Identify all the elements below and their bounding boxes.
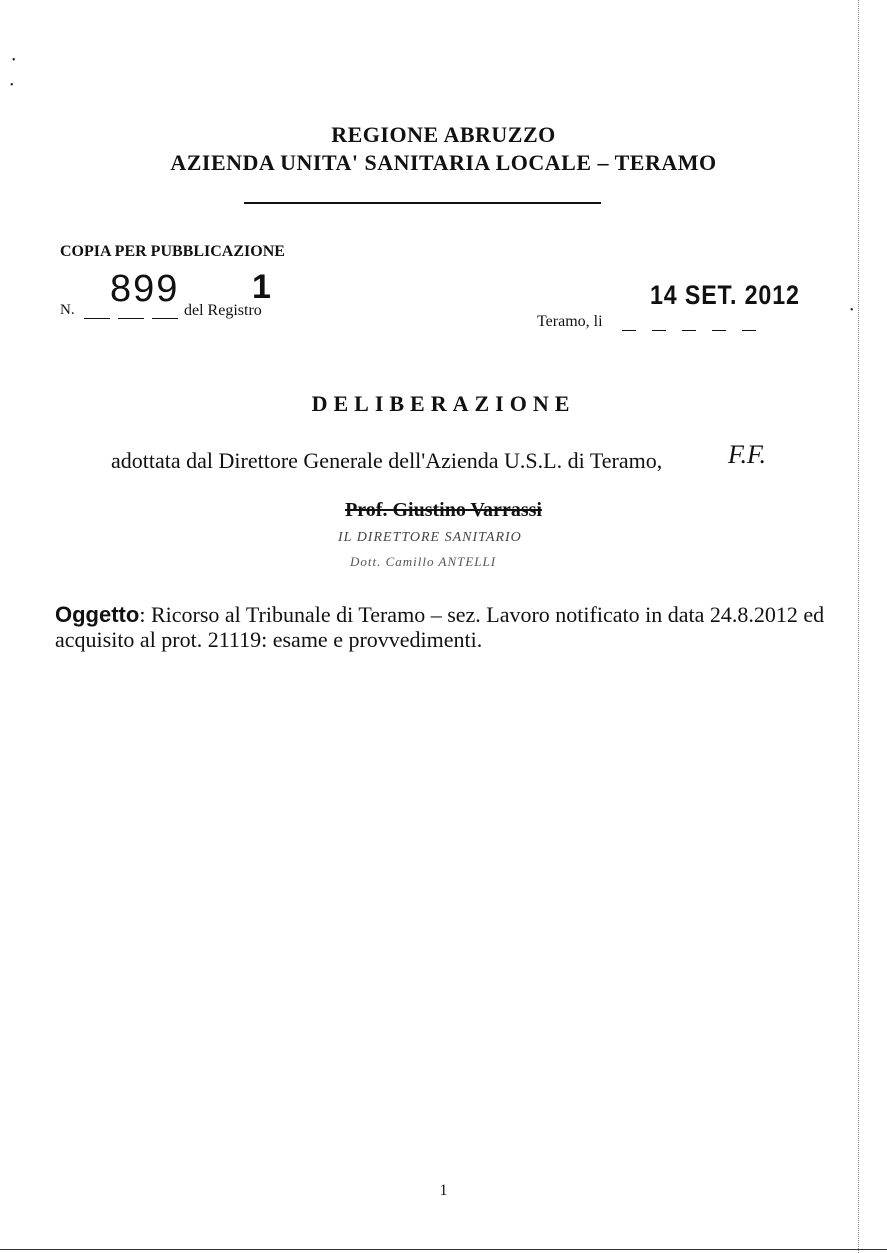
director-name: Prof. Giustino Varrassi bbox=[345, 499, 542, 521]
document-title: DELIBERAZIONE bbox=[311, 391, 576, 416]
scan-speck: • bbox=[10, 80, 14, 91]
stamp-line-2: Dott. Camillo ANTELLI bbox=[350, 554, 497, 569]
registry-handwritten-mark: 1 bbox=[252, 268, 271, 306]
date-dash bbox=[742, 330, 756, 331]
scan-speck: • bbox=[850, 305, 854, 316]
registry-label: del Registro bbox=[184, 302, 262, 319]
subject-paragraph bbox=[55, 602, 835, 652]
header-divider bbox=[244, 202, 601, 204]
registry-number: 899 bbox=[110, 268, 180, 310]
subject-text: : Ricorso al Tribunale di Teramo – sez. Lavoro notificato in data 24.8.2012 ed acquisito al prot. 21119: esame e provvedimenti. bbox=[55, 602, 825, 652]
copy-label: COPIA PER PUBBLICAZIONE bbox=[60, 243, 285, 260]
registry-dash bbox=[152, 318, 178, 319]
scan-bottom-edge bbox=[0, 1249, 887, 1250]
scan-speck: • bbox=[12, 55, 16, 66]
stamp-line-1: IL DIRETTORE SANITARIO bbox=[338, 530, 522, 545]
registry-prefix: N. bbox=[60, 302, 75, 318]
region-header: REGIONE ABRUZZO bbox=[331, 122, 556, 147]
date-dash bbox=[712, 330, 726, 331]
date-dash bbox=[682, 330, 696, 331]
subject-label: Oggetto bbox=[55, 602, 140, 627]
handwritten-initials: F.F. bbox=[728, 440, 767, 469]
date-stamp: 14 SET. 2012 bbox=[650, 280, 800, 310]
agency-header: AZIENDA UNITA' SANITARIA LOCALE – TERAMO bbox=[170, 150, 717, 175]
registry-dash bbox=[84, 318, 110, 319]
page-number: 1 bbox=[439, 1182, 448, 1199]
date-dash bbox=[652, 330, 666, 331]
place-label: Teramo, li bbox=[537, 313, 603, 330]
date-dash bbox=[622, 330, 636, 331]
adopted-by-text: adottata dal Direttore Generale dell'Azienda U.S.L. di Teramo, bbox=[111, 448, 663, 473]
registry-dash bbox=[118, 318, 144, 319]
scan-margin-artifact bbox=[858, 0, 867, 1253]
